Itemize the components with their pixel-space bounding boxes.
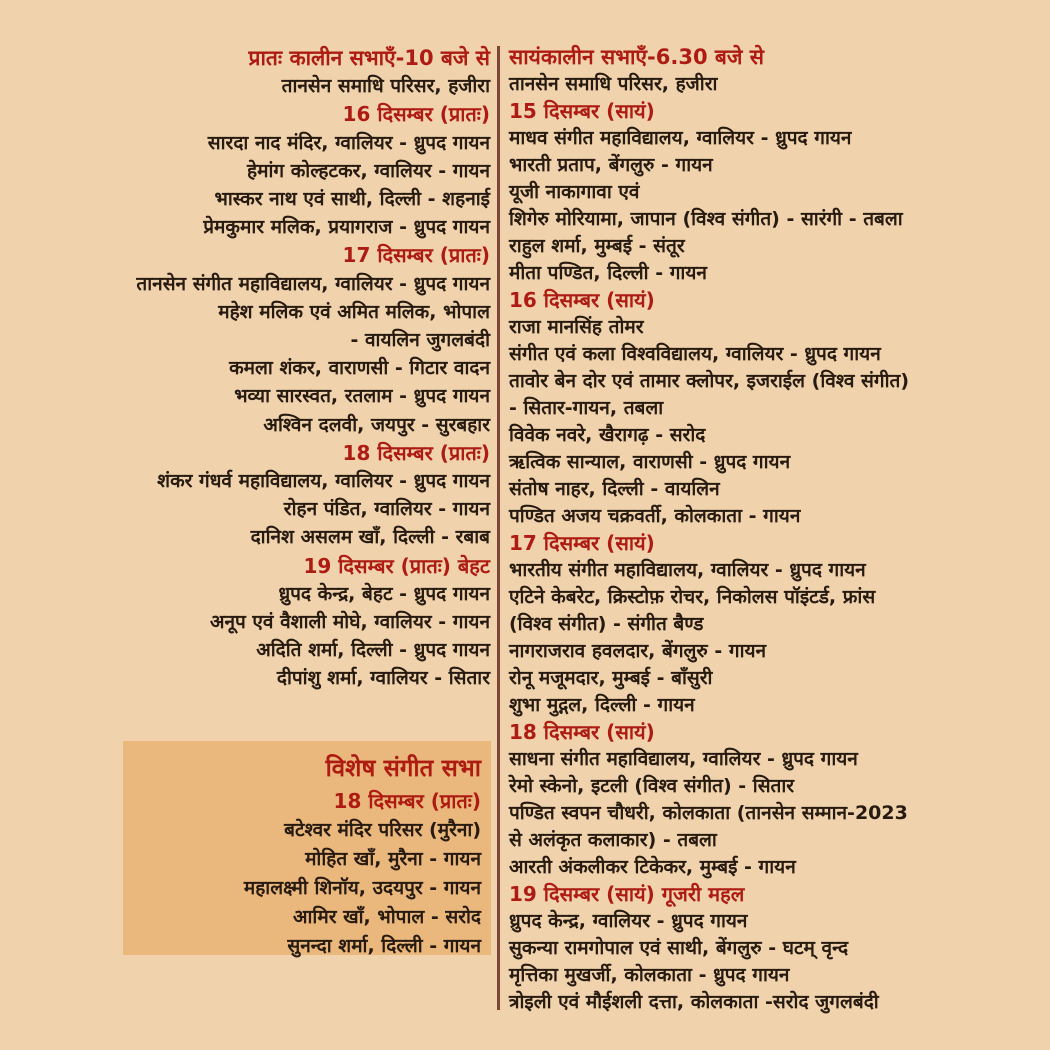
- schedule-line: बटेश्वर मंदिर परिसर (मुरैना): [284, 819, 481, 841]
- schedule-line: 18 दिसम्बर (प्रातः): [342, 440, 490, 465]
- schedule-line: से अलंकृत कलाकार) - तबला: [509, 829, 717, 851]
- schedule-line: रोनू मजूमदार, मुम्बई - बाँसुरी: [509, 667, 713, 689]
- schedule-line: राहुल शर्मा, मुम्बई - संतूर: [509, 235, 685, 257]
- schedule-line: ध्रुपद केन्द्र, ग्वालियर - ध्रुपद गायन: [509, 910, 748, 932]
- schedule-line: विशेष संगीत सभा: [325, 754, 481, 782]
- schedule-line: यूजी नाकागावा एवं: [509, 181, 640, 203]
- schedule-line: 17 दिसम्बर (सायं): [509, 531, 655, 555]
- schedule-line: दीपांशु शर्मा, ग्वालियर - सितार: [276, 667, 490, 690]
- schedule-line: साधना संगीत महाविद्यालय, ग्वालियर - ध्रुपद गायन: [509, 748, 858, 770]
- schedule-line: कमला शंकर, वाराणसी - गिटार वादन: [229, 357, 490, 380]
- schedule-line: भारतीय संगीत महाविद्यालय, ग्वालियर - ध्रुपद गायन: [509, 559, 866, 581]
- schedule-line: अदिति शर्मा, दिल्ली - ध्रुपद गायन: [256, 639, 490, 662]
- schedule-line: महेश मलिक एवं अमित मलिक, भोपाल: [218, 300, 490, 323]
- schedule-line: हेमांग कोल्हटकर, ग्वालियर - गायन: [247, 159, 490, 182]
- schedule-line: मीता पण्डित, दिल्ली - गायन: [509, 262, 707, 284]
- schedule-line: 19 दिसम्बर (सायं) गूजरी महल: [509, 882, 745, 906]
- schedule-line: 18 दिसम्बर (सायं): [509, 720, 655, 744]
- schedule-line: अश्विन दलवी, जयपुर - सुरबहार: [263, 413, 490, 436]
- schedule-line: रोहन पंडित, ग्वालियर - गायन: [283, 498, 490, 521]
- schedule-line: भारती प्रताप, बेंगलुरु - गायन: [509, 154, 713, 176]
- column-divider: [497, 46, 500, 1010]
- schedule-line: शुभा मुद्गल, दिल्ली - गायन: [509, 694, 695, 716]
- schedule-line: सुनन्दा शर्मा, दिल्ली - गायन: [287, 935, 481, 957]
- schedule-line: एटिने केबरेट, क्रिस्टोफ़ रोचर, निकोलस पॉइंटर्ड, फ्रांस: [509, 586, 876, 608]
- schedule-line: आरती अंकलीकर टिकेकर, मुम्बई - गायन: [509, 856, 796, 878]
- schedule-line: 15 दिसम्बर (सायं): [509, 99, 655, 123]
- schedule-line: संगीत एवं कला विश्वविद्यालय, ग्वालियर - ध्रुपद गायन: [509, 343, 881, 365]
- schedule-line: भव्या सारस्वत, रतलाम - ध्रुपद गायन: [234, 385, 490, 408]
- schedule-line: राजा मानसिंह तोमर: [509, 316, 644, 338]
- schedule-line: प्रातः कालीन सभाएँ-10 बजे से: [248, 46, 490, 70]
- schedule-line: मोहित खाँ, मुरैना - गायन: [305, 848, 481, 870]
- schedule-line: नागराजराव हवलदार, बेंगलुरु - गायन: [509, 640, 767, 662]
- schedule-line: ऋत्विक सान्याल, वाराणसी - ध्रुपद गायन: [509, 451, 791, 473]
- schedule-line: तानसेन समाधि परिसर, हजीरा: [281, 75, 490, 98]
- schedule-line: 19 दिसम्बर (प्रातः) बेहट: [303, 553, 490, 578]
- schedule-line: भास्कर नाथ एवं साथी, दिल्ली - शहनाई: [214, 188, 490, 211]
- schedule-line: त्रोइली एवं मौईशली दत्ता, कोलकाता -सरोद जुगलबंदी: [509, 991, 879, 1013]
- schedule-line: प्रेमकुमार मलिक, प्रयागराज - ध्रुपद गायन: [203, 216, 490, 239]
- schedule-line: दानिश असलम खाँ, दिल्ली - रबाब: [250, 526, 490, 549]
- schedule-line: ध्रुपद केन्द्र, बेहट - ध्रुपद गायन: [278, 582, 490, 605]
- schedule-line: 16 दिसम्बर (प्रातः): [342, 102, 490, 127]
- schedule-line: तानसेन समाधि परिसर, हजीरा: [509, 73, 718, 95]
- schedule-line: मृत्तिका मुखर्जी, कोलकाता - ध्रुपद गायन: [509, 964, 790, 986]
- schedule-line: संतोष नाहर, दिल्ली - वायलिन: [509, 478, 720, 500]
- schedule-line: आमिर खाँ, भोपाल - सरोद: [293, 906, 481, 928]
- schedule-line: सुकन्या रामगोपाल एवं साथी, बेंगलुरु - घटम् वृन्द: [509, 937, 849, 959]
- schedule-line: - सितार-गायन, तबला: [509, 397, 664, 419]
- schedule-line: रेमो स्केनो, इटली (विश्व संगीत) - सितार: [509, 775, 795, 797]
- schedule-line: माधव संगीत महाविद्यालय, ग्वालियर - ध्रुपद गायन: [509, 127, 852, 149]
- schedule-line: तावोर बेन दोर एवं तामार क्लोपर, इजराईल (विश्व संगीत): [509, 370, 910, 392]
- schedule-line: विवेक नवरे, खैरागढ़ - सरोद: [509, 424, 706, 446]
- schedule-line: महालक्ष्मी शिनॉय, उदयपुर - गायन: [243, 877, 481, 899]
- morning-sessions-column: [0, 44, 490, 693]
- schedule-line: 18 दिसम्बर (प्रातः): [333, 789, 481, 813]
- schedule-line: पण्डित स्वपन चौधरी, कोलकाता (तानसेन सम्मान-2023: [509, 802, 908, 824]
- evening-sessions-column: [509, 44, 1049, 1016]
- schedule-line: - वायलिन जुगलबंदी: [350, 329, 490, 352]
- special-music-session-box: [123, 741, 491, 955]
- schedule-line: अनूप एवं वैशाली मोघे, ग्वालियर - गायन: [209, 611, 490, 634]
- schedule-line: 17 दिसम्बर (प्रातः): [342, 243, 490, 268]
- schedule-line: तानसेन संगीत महाविद्यालय, ग्वालियर - ध्रुपद गायन: [136, 272, 490, 295]
- schedule-line: पण्डित अजय चक्रवर्ती, कोलकाता - गायन: [509, 505, 801, 527]
- schedule-line: शिगेरु मोरियामा, जापान (विश्व संगीत) - सारंगी - तबला: [509, 208, 903, 230]
- schedule-line: सायंकालीन सभाएँ-6.30 बजे से: [509, 45, 764, 69]
- schedule-line: 16 दिसम्बर (सायं): [509, 288, 655, 312]
- schedule-line: सारदा नाद मंदिर, ग्वालियर - ध्रुपद गायन: [207, 131, 490, 154]
- schedule-line: शंकर गंधर्व महाविद्यालय, ग्वालियर - ध्रुपद गायन: [157, 470, 490, 493]
- schedule-line: (विश्व संगीत) - संगीत बैण्ड: [509, 613, 704, 635]
